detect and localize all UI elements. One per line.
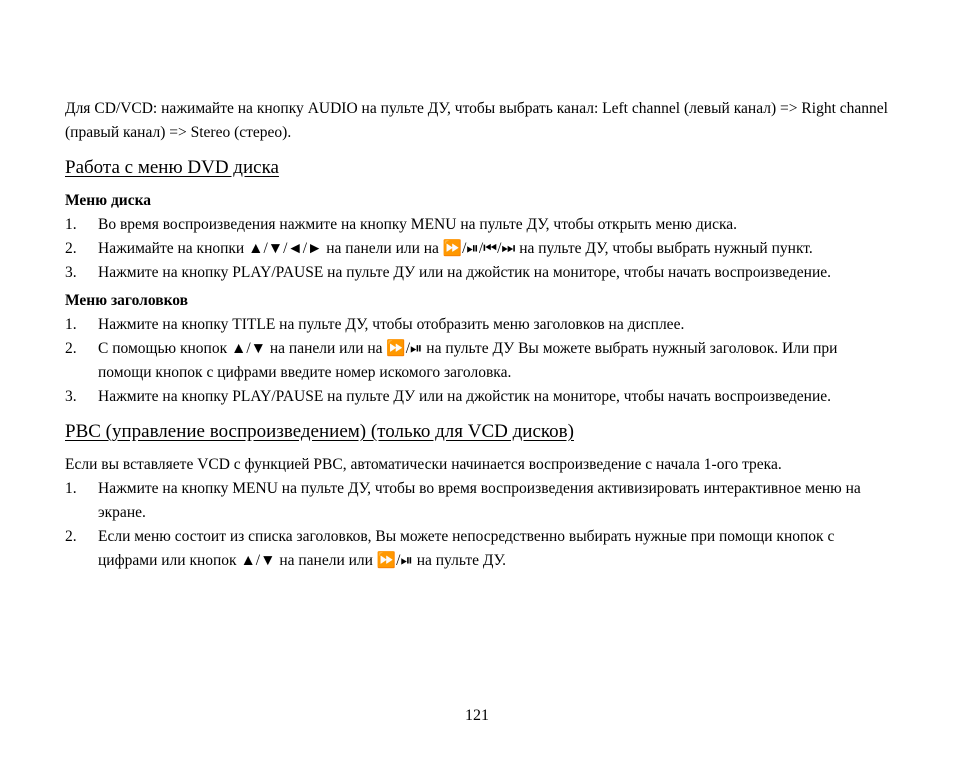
subheading-title-menu: Меню заголовков xyxy=(65,292,189,309)
subheading-disc-menu: Меню диска xyxy=(65,192,152,209)
step-number: 3. xyxy=(65,264,77,281)
step-text: Нажмите на кнопку TITLE на пульте ДУ, чтобы отобразить меню заголовков на дисплее. xyxy=(98,316,685,333)
step-number: 1. xyxy=(65,316,77,333)
disc-menu-steps xyxy=(65,213,888,285)
step-text: Если меню состоит из списка заголовков, Вы можете непосредственно выбирать нужные при помощи кнопок с цифрами или кнопок ▲/▼ на панели или ⏩/⏯ на пульте ДУ. xyxy=(98,528,835,569)
step-number: 2. xyxy=(65,240,77,257)
page-content xyxy=(65,97,888,573)
title-menu-steps xyxy=(65,313,888,409)
step-number: 2. xyxy=(65,340,77,357)
section-heading-pbc: PBC (управление воспроизведением) (только для VCD дисков) xyxy=(65,421,574,442)
step-text: Нажмите на кнопку MENU на пульте ДУ, чтобы во время воспроизведения активизировать интерактивное меню на экране. xyxy=(98,480,861,521)
step-text: Нажмите на кнопку PLAY/PAUSE на пульте ДУ или на джойстик на мониторе, чтобы начать воспроизведение. xyxy=(98,388,831,405)
step-number: 1. xyxy=(65,480,77,497)
step-text: С помощью кнопок ▲/▼ на панели или на ⏩/⏯ на пульте ДУ Вы можете выбрать нужный заголовок. Или при помощи кнопок с цифрами введите номер искомого заголовка. xyxy=(98,340,838,381)
list-item xyxy=(65,477,888,525)
step-text: Нажмите на кнопку PLAY/PAUSE на пульте ДУ или на джойстик на мониторе, чтобы начать воспроизведение. xyxy=(98,264,831,281)
step-number: 3. xyxy=(65,388,77,405)
pbc-steps xyxy=(65,477,888,573)
section-heading-dvd-menu: Работа с меню DVD диска xyxy=(65,157,279,178)
step-number: 1. xyxy=(65,216,77,233)
intro-paragraph: Для CD/VCD: нажимайте на кнопку AUDIO на пульте ДУ, чтобы выбрать канал: Left channel (левый канал) => Right channel (правый канал) => Stereo (стерео). xyxy=(65,100,888,141)
list-item xyxy=(65,313,888,337)
step-text: Во время воспроизведения нажмите на кнопку MENU на пульте ДУ, чтобы открыть меню диска. xyxy=(98,216,737,233)
list-item xyxy=(65,261,888,285)
pbc-intro-paragraph: Если вы вставляете VCD с функцией PBC, автоматически начинается воспроизведение с начала 1-ого трека. xyxy=(65,456,782,473)
list-item xyxy=(65,337,888,385)
list-item xyxy=(65,237,888,261)
list-item xyxy=(65,213,888,237)
page-number: 121 xyxy=(465,707,489,724)
list-item xyxy=(65,385,888,409)
list-item xyxy=(65,525,888,573)
step-number: 2. xyxy=(65,528,77,545)
step-text: Нажимайте на кнопки ▲/▼/◄/► на панели или на ⏩/⏯/⏮/⏭ на пульте ДУ, чтобы выбрать нужный пункт. xyxy=(98,240,813,257)
